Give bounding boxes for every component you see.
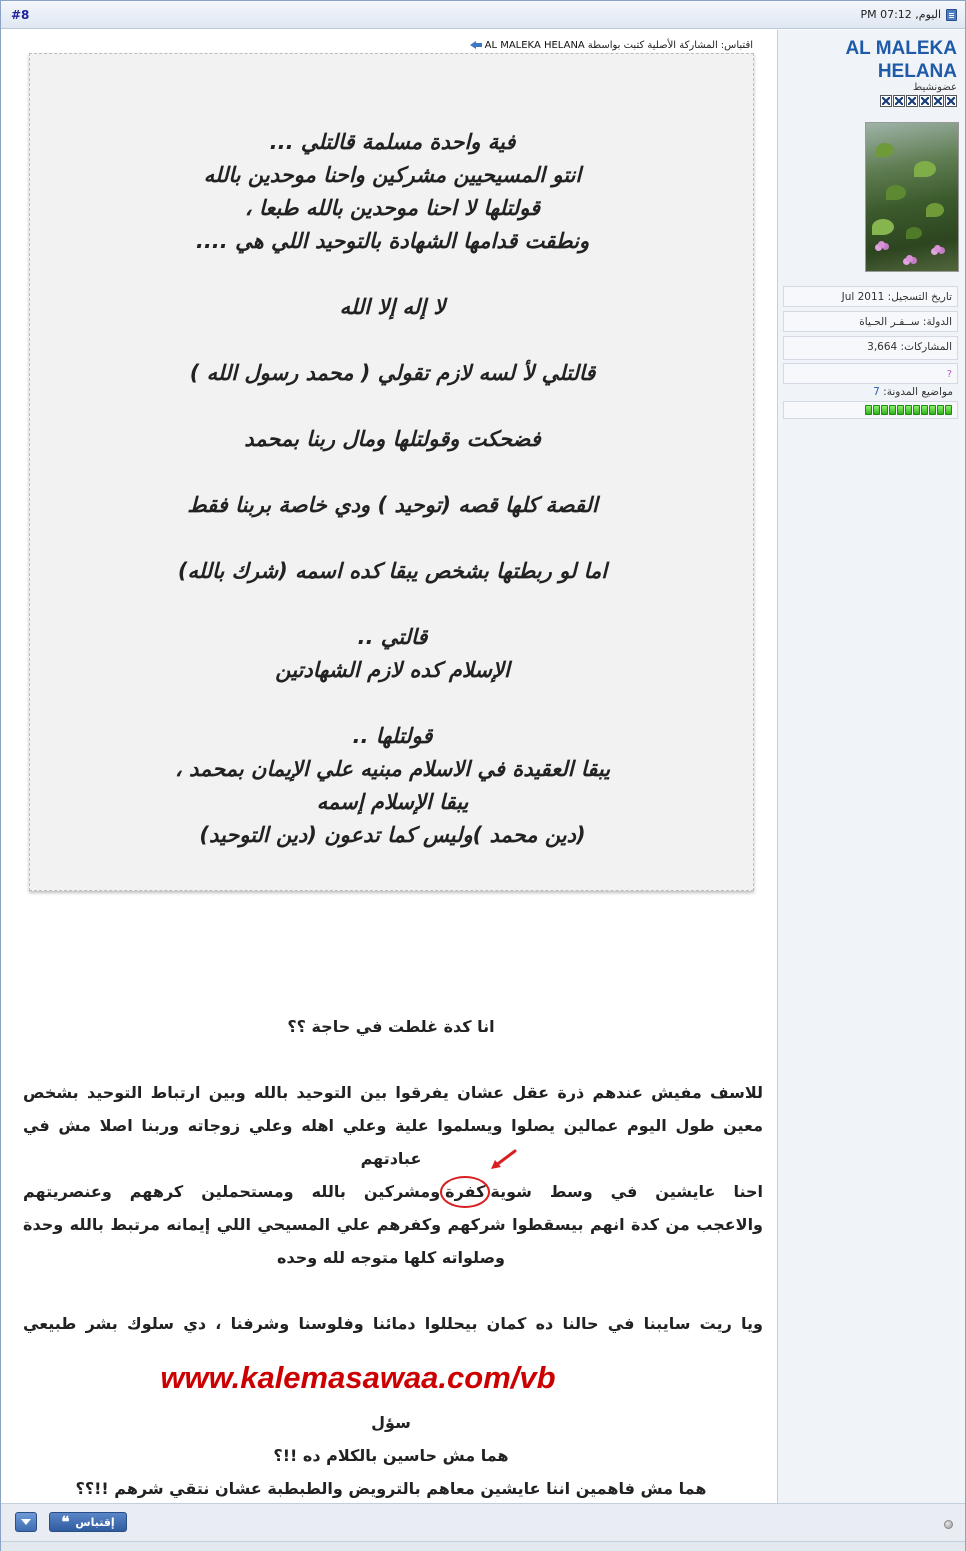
quote-line: اما لو ربطتها بشخص يبقا كده اسمه (شرك بالله) [177, 559, 608, 583]
quote-line: ونطقت قدامها الشهادة بالتوحيد اللي هي .... [195, 229, 590, 253]
reputation-pip [913, 405, 920, 415]
reputation-pip [929, 405, 936, 415]
post-date-text: اليوم, 07:12 PM [860, 8, 941, 21]
body-question-2: هما مش فاهمين اننا عايشين معاهم بالترويض والطبطبة عشان نتقي شرهم !!؟؟ [75, 1479, 707, 1498]
blog-row [783, 382, 958, 403]
reputation-pip [937, 405, 944, 415]
body-text: ومشركين بالله ومستحملين كرههم وعنصريتهم [23, 1182, 441, 1201]
extra-info-row [783, 363, 958, 384]
rank-star-icon [893, 95, 905, 107]
join-date-row [783, 286, 958, 307]
quote-box [29, 53, 754, 891]
quote-icon: ❝ [61, 1513, 70, 1531]
blog-count-link[interactable]: 7 [873, 386, 880, 398]
body-line: للاسف مفيش عندهم ذرة عقل عشان يفرقوا بين التوحيد بالله وبين ارتباط التوحيد بشخص [23, 1083, 763, 1102]
quote-line: لا إله إلا الله [339, 295, 446, 319]
body-line: ويا ريت سايبنا في حالنا ده كمان بيحللوا دمائنا وفلوسنا وشرفنا ، دي سلوك بشر طبيعي [23, 1314, 763, 1333]
reputation-pips [789, 405, 952, 415]
quote-header [31, 38, 753, 52]
chevron-down-icon [21, 1519, 31, 1525]
quote-line: قالتي .. [357, 625, 428, 649]
body-line-circled [23, 1175, 763, 1208]
reputation-pip [945, 405, 952, 415]
reputation-pip [881, 405, 888, 415]
quote-button[interactable] [49, 1512, 127, 1532]
help-icon[interactable]: ? [946, 369, 952, 380]
red-arrow-icon [489, 1149, 517, 1171]
body-line: معين طول اليوم عمالين يصلوا ويسلموا علية وعلي اهله وعلي زوجاته وربنا اصلا مش في [23, 1116, 763, 1135]
quote-line: يبقا الإسلام إسمه [316, 790, 469, 814]
reputation-pip [897, 405, 904, 415]
post-date [860, 8, 957, 21]
user-title: عضونشيط [912, 82, 957, 93]
quote-header-text: المشاركة الأصلية كتبت بواسطة [587, 39, 718, 51]
quote-line: فية واحدة مسلمة قالتلي ... [269, 130, 516, 154]
posts-value: 3,664 [867, 341, 898, 353]
posts-label: المشاركات: [900, 341, 952, 353]
join-date-label: تاريخ التسجيل: [887, 291, 952, 303]
online-status-icon [944, 1520, 953, 1529]
quote-line: الإسلام كده لازم الشهادتين [275, 658, 510, 682]
quote-prefix: اقتباس: [720, 39, 753, 51]
rank-star-icon [932, 95, 944, 107]
site-url-watermark: www.kalemasawaa.com/vb [160, 1360, 556, 1395]
circled-word: كفرة [440, 1176, 490, 1208]
reputation-pip [889, 405, 896, 415]
body-line: وصلواته كلها متوجه لله وحده [277, 1248, 505, 1267]
quote-line: يبقا العقيدة في الاسلام مبنيه علي الإيمان بمحمد ، [174, 757, 611, 781]
post-header [1, 1, 965, 29]
join-date-value: Jul 2011 [841, 291, 885, 303]
quote-button-label: إقتباس [75, 1515, 115, 1529]
username-link[interactable]: AL MALEKA HELANA [845, 38, 957, 82]
posts-row [783, 336, 958, 360]
reputation-pip [865, 405, 872, 415]
blog-label: مواضيع المدونة: [883, 386, 953, 398]
body-question-1: هما مش حاسين بالكلام ده !!؟ [273, 1446, 509, 1465]
reputation-pip [921, 405, 928, 415]
quote-line: قالتلي لأ لسه لازم تقولي ( محمد رسول الله ) [189, 361, 596, 385]
body-line: عبادتهم [360, 1149, 422, 1168]
body-question: انا كدة غلطت في حاجة ؟؟ [287, 1017, 495, 1036]
reputation-pip [905, 405, 912, 415]
reputation-bar [783, 401, 958, 419]
rank-star-icon [919, 95, 931, 107]
view-post-arrow-icon[interactable] [470, 41, 482, 49]
quote-line: فضحكت وقولتلها ومال ربنا بمحمد [244, 427, 541, 451]
country-row [783, 311, 958, 332]
post-number-link[interactable]: #8 [11, 8, 30, 22]
body-ask: سؤل [371, 1413, 411, 1432]
rank-star-icon [906, 95, 918, 107]
user-rank-stars [880, 95, 957, 107]
body-line: والاعجب من كدة انهم بيسقطوا شركهم وكفرهم علي المسيحي اللي إيمانه مرتبط بالله وحدة [23, 1215, 763, 1234]
rank-star-icon [880, 95, 892, 107]
quote-line: (دين محمد )وليس كما تدعون (دين التوحيد) [199, 823, 586, 847]
quote-author: AL MALEKA HELANA [484, 39, 585, 51]
quote-line: قولتلها لا احنا موحدين بالله طبعا ، [244, 196, 541, 220]
quote-line: قولتلها .. [352, 724, 433, 748]
rank-star-icon [945, 95, 957, 107]
avatar[interactable] [865, 122, 959, 272]
quote-line: انتو المسيحيين مشركين واحنا موحدين بالله [203, 163, 582, 187]
post-document-icon [946, 9, 957, 21]
country-label: الدولة: [922, 316, 952, 328]
body-text: احنا عايشين في وسط شوية [490, 1182, 763, 1201]
country-value: ســفـر الحـياة [859, 316, 920, 328]
quote-line: القصة كلها قصه (توحيد ) ودي خاصة بربنا فقط [187, 493, 598, 517]
bottom-bar [1, 1541, 965, 1551]
reputation-pip [873, 405, 880, 415]
user-sidebar [777, 30, 965, 1541]
post-footer [1, 1503, 965, 1541]
multi-quote-button[interactable] [15, 1512, 37, 1532]
